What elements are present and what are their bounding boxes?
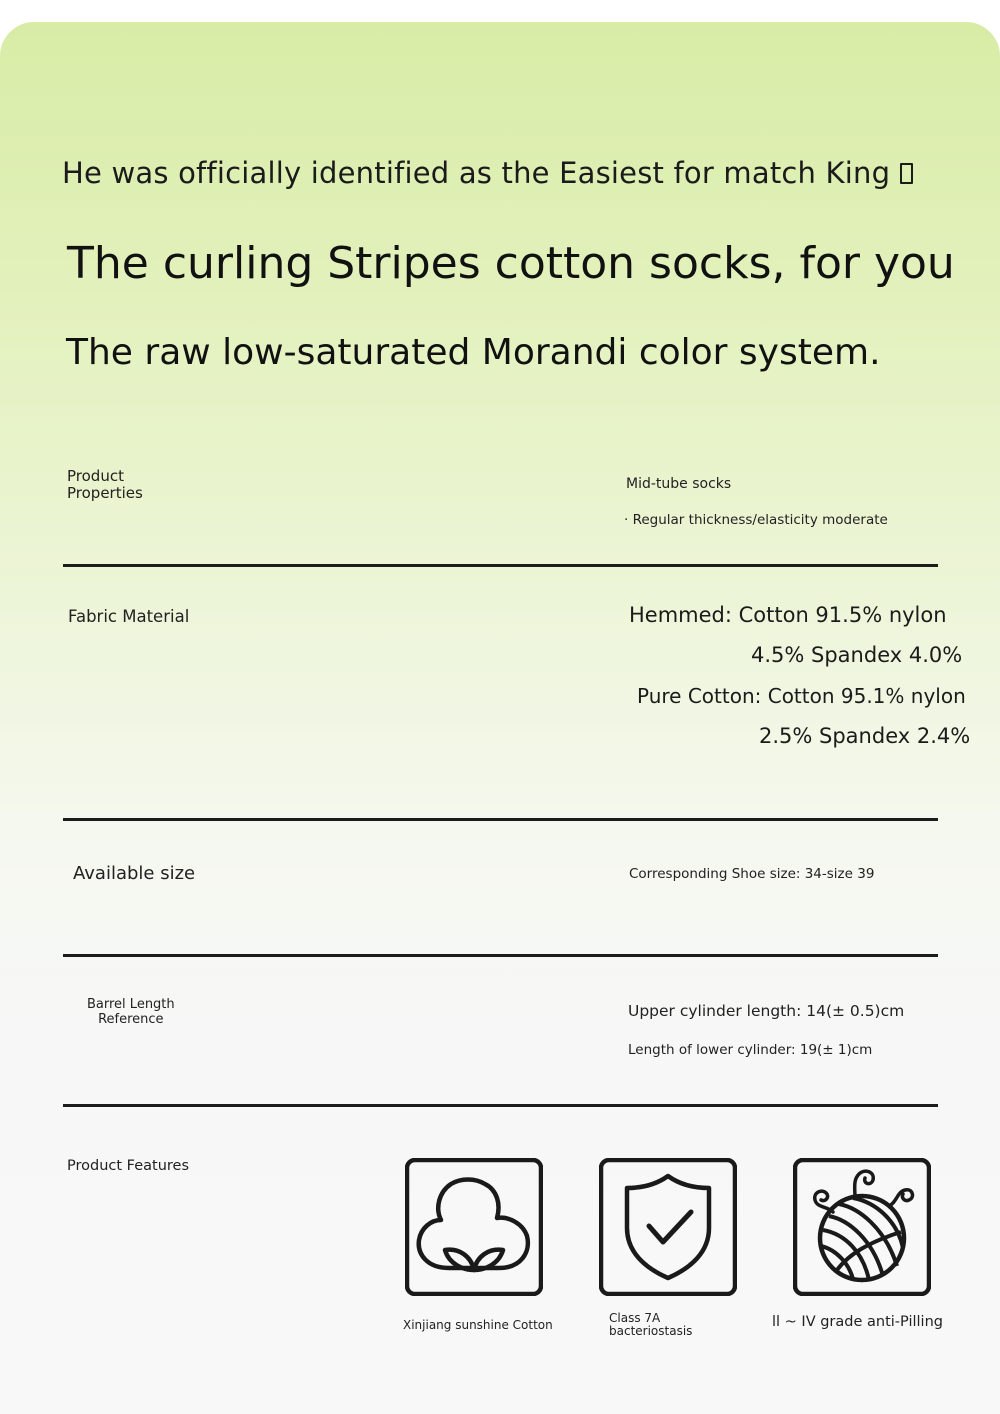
properties-label: Product Properties <box>67 467 143 502</box>
fabric-pure-line-1: Pure Cotton: Cotton 95.1% nylon <box>637 684 966 708</box>
fabric-hemmed-line-2: 4.5% Spandex 4.0% <box>751 643 963 667</box>
size-label: Available size <box>73 863 196 884</box>
feature-label-anti-pilling: ll ~ IV grade anti-Pilling <box>772 1314 943 1330</box>
barrel-label: Barrel Length Reference <box>87 997 175 1027</box>
cotton-icon <box>405 1158 543 1296</box>
size-value: Corresponding Shoe size: 34-size 39 <box>629 866 875 882</box>
feature-label-bacteriostasis: Class 7A bacteriostasis <box>609 1311 693 1338</box>
subheadline: The raw low-saturated Morandi color system. <box>66 332 881 373</box>
headline: The curling Stripes cotton socks, for you <box>67 238 955 289</box>
properties-value-thickness: · Regular thickness/elasticity moderate <box>624 512 888 528</box>
divider <box>63 818 938 821</box>
feature-label-cotton: Xinjiang sunshine Cotton <box>403 1318 553 1332</box>
placeholder-glyph-icon <box>900 163 913 184</box>
features-label: Product Features <box>67 1158 190 1174</box>
fabric-pure-line-2: 2.5% Spandex 2.4% <box>759 724 971 748</box>
divider <box>63 954 938 957</box>
barrel-upper-length: Upper cylinder length: 14(± 0.5)cm <box>628 1002 905 1020</box>
fabric-hemmed-line-1: Hemmed: Cotton 91.5% nylon <box>629 603 947 627</box>
barrel-lower-length: Length of lower cylinder: 19(± 1)cm <box>628 1042 873 1058</box>
fabric-label: Fabric Material <box>68 607 190 626</box>
tagline: He was officially identified as the Easiest for match King <box>62 156 913 190</box>
divider <box>63 564 938 567</box>
properties-value-type: Mid-tube socks <box>626 476 732 492</box>
yarn-ball-icon <box>793 1158 931 1296</box>
divider <box>63 1104 938 1107</box>
shield-check-icon <box>599 1158 737 1296</box>
product-info-card <box>0 22 1000 1414</box>
